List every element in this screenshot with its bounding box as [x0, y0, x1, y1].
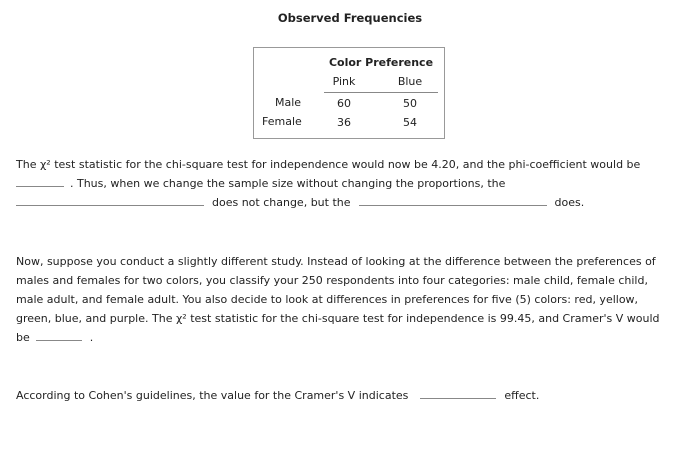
- cell-female-blue: 54: [403, 116, 417, 129]
- question1-text-d: does.: [554, 196, 585, 209]
- cell-female-pink: 36: [337, 116, 351, 129]
- table-header: Color Preference: [328, 56, 434, 69]
- row-label-male: Male: [275, 96, 302, 109]
- question1-text-c: does not change, but the: [212, 196, 351, 209]
- question1-line3: [16, 193, 678, 213]
- question1-line1: The χ² test statistic for the chi-square test for independence would now be 4.20, and the phi-coefficient would be: [16, 158, 641, 171]
- question1-text-b: . Thus, when we change the sample size without changing the proportions, the: [70, 177, 506, 190]
- question2-period: .: [89, 331, 94, 344]
- column-header-pink: Pink: [332, 75, 356, 88]
- question2-line5: [16, 328, 678, 348]
- row-label-female: Female: [262, 115, 302, 128]
- question2-text-be: be: [16, 331, 30, 344]
- answer-blank-changed[interactable]: [359, 193, 547, 206]
- question1-line2: [16, 174, 678, 194]
- answer-blank-effect-size[interactable]: [420, 386, 496, 399]
- question2-line1: Now, suppose you conduct a slightly different study. Instead of looking at the difference between the preferences of: [16, 255, 656, 268]
- page-title: Observed Frequencies: [277, 11, 423, 25]
- column-header-blue: Blue: [397, 75, 423, 88]
- question3-line: [16, 386, 678, 406]
- question3-text-a: According to Cohen's guidelines, the value for the Cramer's V indicates: [16, 389, 409, 402]
- answer-blank-unchanged[interactable]: [16, 193, 204, 206]
- answer-blank-phi[interactable]: [16, 174, 64, 187]
- cell-male-blue: 50: [403, 97, 417, 110]
- cell-male-pink: 60: [337, 97, 351, 110]
- question3-text-b: effect.: [504, 389, 540, 402]
- answer-blank-cramers-v[interactable]: [36, 328, 82, 341]
- header-divider: [324, 92, 438, 93]
- question2-line2: males and females for two colors, you classify your 250 respondents into four categories: male child, female child,: [16, 274, 648, 287]
- question2-line4: green, blue, and purple. The χ² test statistic for the chi-square test for independence is 99.45, and Cramer's V would: [16, 312, 660, 325]
- question2-line3: male adult, and female adult. You also decide to look at differences in preferences for five (5) colors: red, yellow,: [16, 293, 639, 306]
